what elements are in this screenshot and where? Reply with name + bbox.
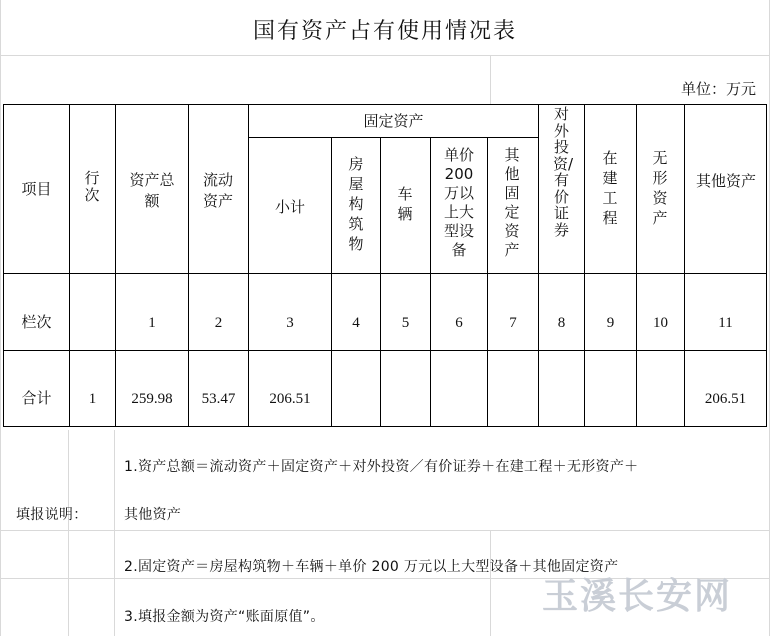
column-index-cell: 5 <box>401 315 410 331</box>
column-index-cell: 11 <box>718 315 733 331</box>
column-index-cell: 10 <box>653 315 668 331</box>
column-index-cell: 1 <box>148 315 156 331</box>
note-line-1a: 1.资产总额＝流动资产＋固定资产＋对外投资／有价证券＋在建工程＋无形资产＋ <box>124 459 639 475</box>
column-index-cell: 6 <box>455 315 463 331</box>
note-line-2: 2.固定资产＝房屋构筑物＋车辆＋单价 200 万元以上大型设备＋其他固定资产 <box>124 559 619 575</box>
column-index-cell: 2 <box>214 315 223 331</box>
total-row-cell: 259.98 <box>131 391 173 407</box>
header-current-assets: 流动资产 <box>202 171 233 210</box>
table-title: 国有资产占有使用情况表 <box>252 19 517 44</box>
header-intangible: 无形资产 <box>652 149 668 227</box>
header-other-assets: 其他资产 <box>696 172 757 190</box>
header-fixed-assets: 固定资产 <box>363 112 424 130</box>
header-vehicles: 车辆 <box>397 185 413 223</box>
header-large-equipment: 单价200万以上大型设备 <box>443 146 474 259</box>
header-buildings: 房屋构筑物 <box>348 155 364 253</box>
column-index-cell: 8 <box>557 315 566 331</box>
site-watermark: 玉溪长安网 <box>542 575 733 617</box>
note-line-1b: 其他资产 <box>124 507 182 523</box>
total-row-cell: 206.51 <box>269 391 311 407</box>
column-index-cell: 7 <box>509 315 517 331</box>
total-row-cell: 53.47 <box>201 391 236 407</box>
notes-label: 填报说明： <box>16 507 88 523</box>
header-other-fixed: 其他固定资产 <box>504 146 520 259</box>
note-line-3: 3.填报金额为资产“账面原值”。 <box>124 609 325 625</box>
header-investments: 对外投资/有价证券 <box>553 105 574 239</box>
header-item: 项目 <box>21 180 52 198</box>
column-index-cell: 4 <box>352 315 360 331</box>
header-row-no: 行次 <box>84 169 100 204</box>
total-row-cell: 1 <box>88 391 97 407</box>
header-subtotal: 小计 <box>274 198 305 216</box>
column-index-cell: 3 <box>286 315 294 331</box>
header-construction: 在建工程 <box>602 149 618 227</box>
row-total-label: 合计 <box>21 389 52 407</box>
header-total-assets: 资产总额 <box>129 171 175 210</box>
total-row-cell: 206.51 <box>704 391 747 407</box>
unit-label: 单位：万元 <box>680 80 756 98</box>
row-column-index-label: 栏次 <box>21 313 52 331</box>
column-index-cell: 9 <box>606 315 615 331</box>
